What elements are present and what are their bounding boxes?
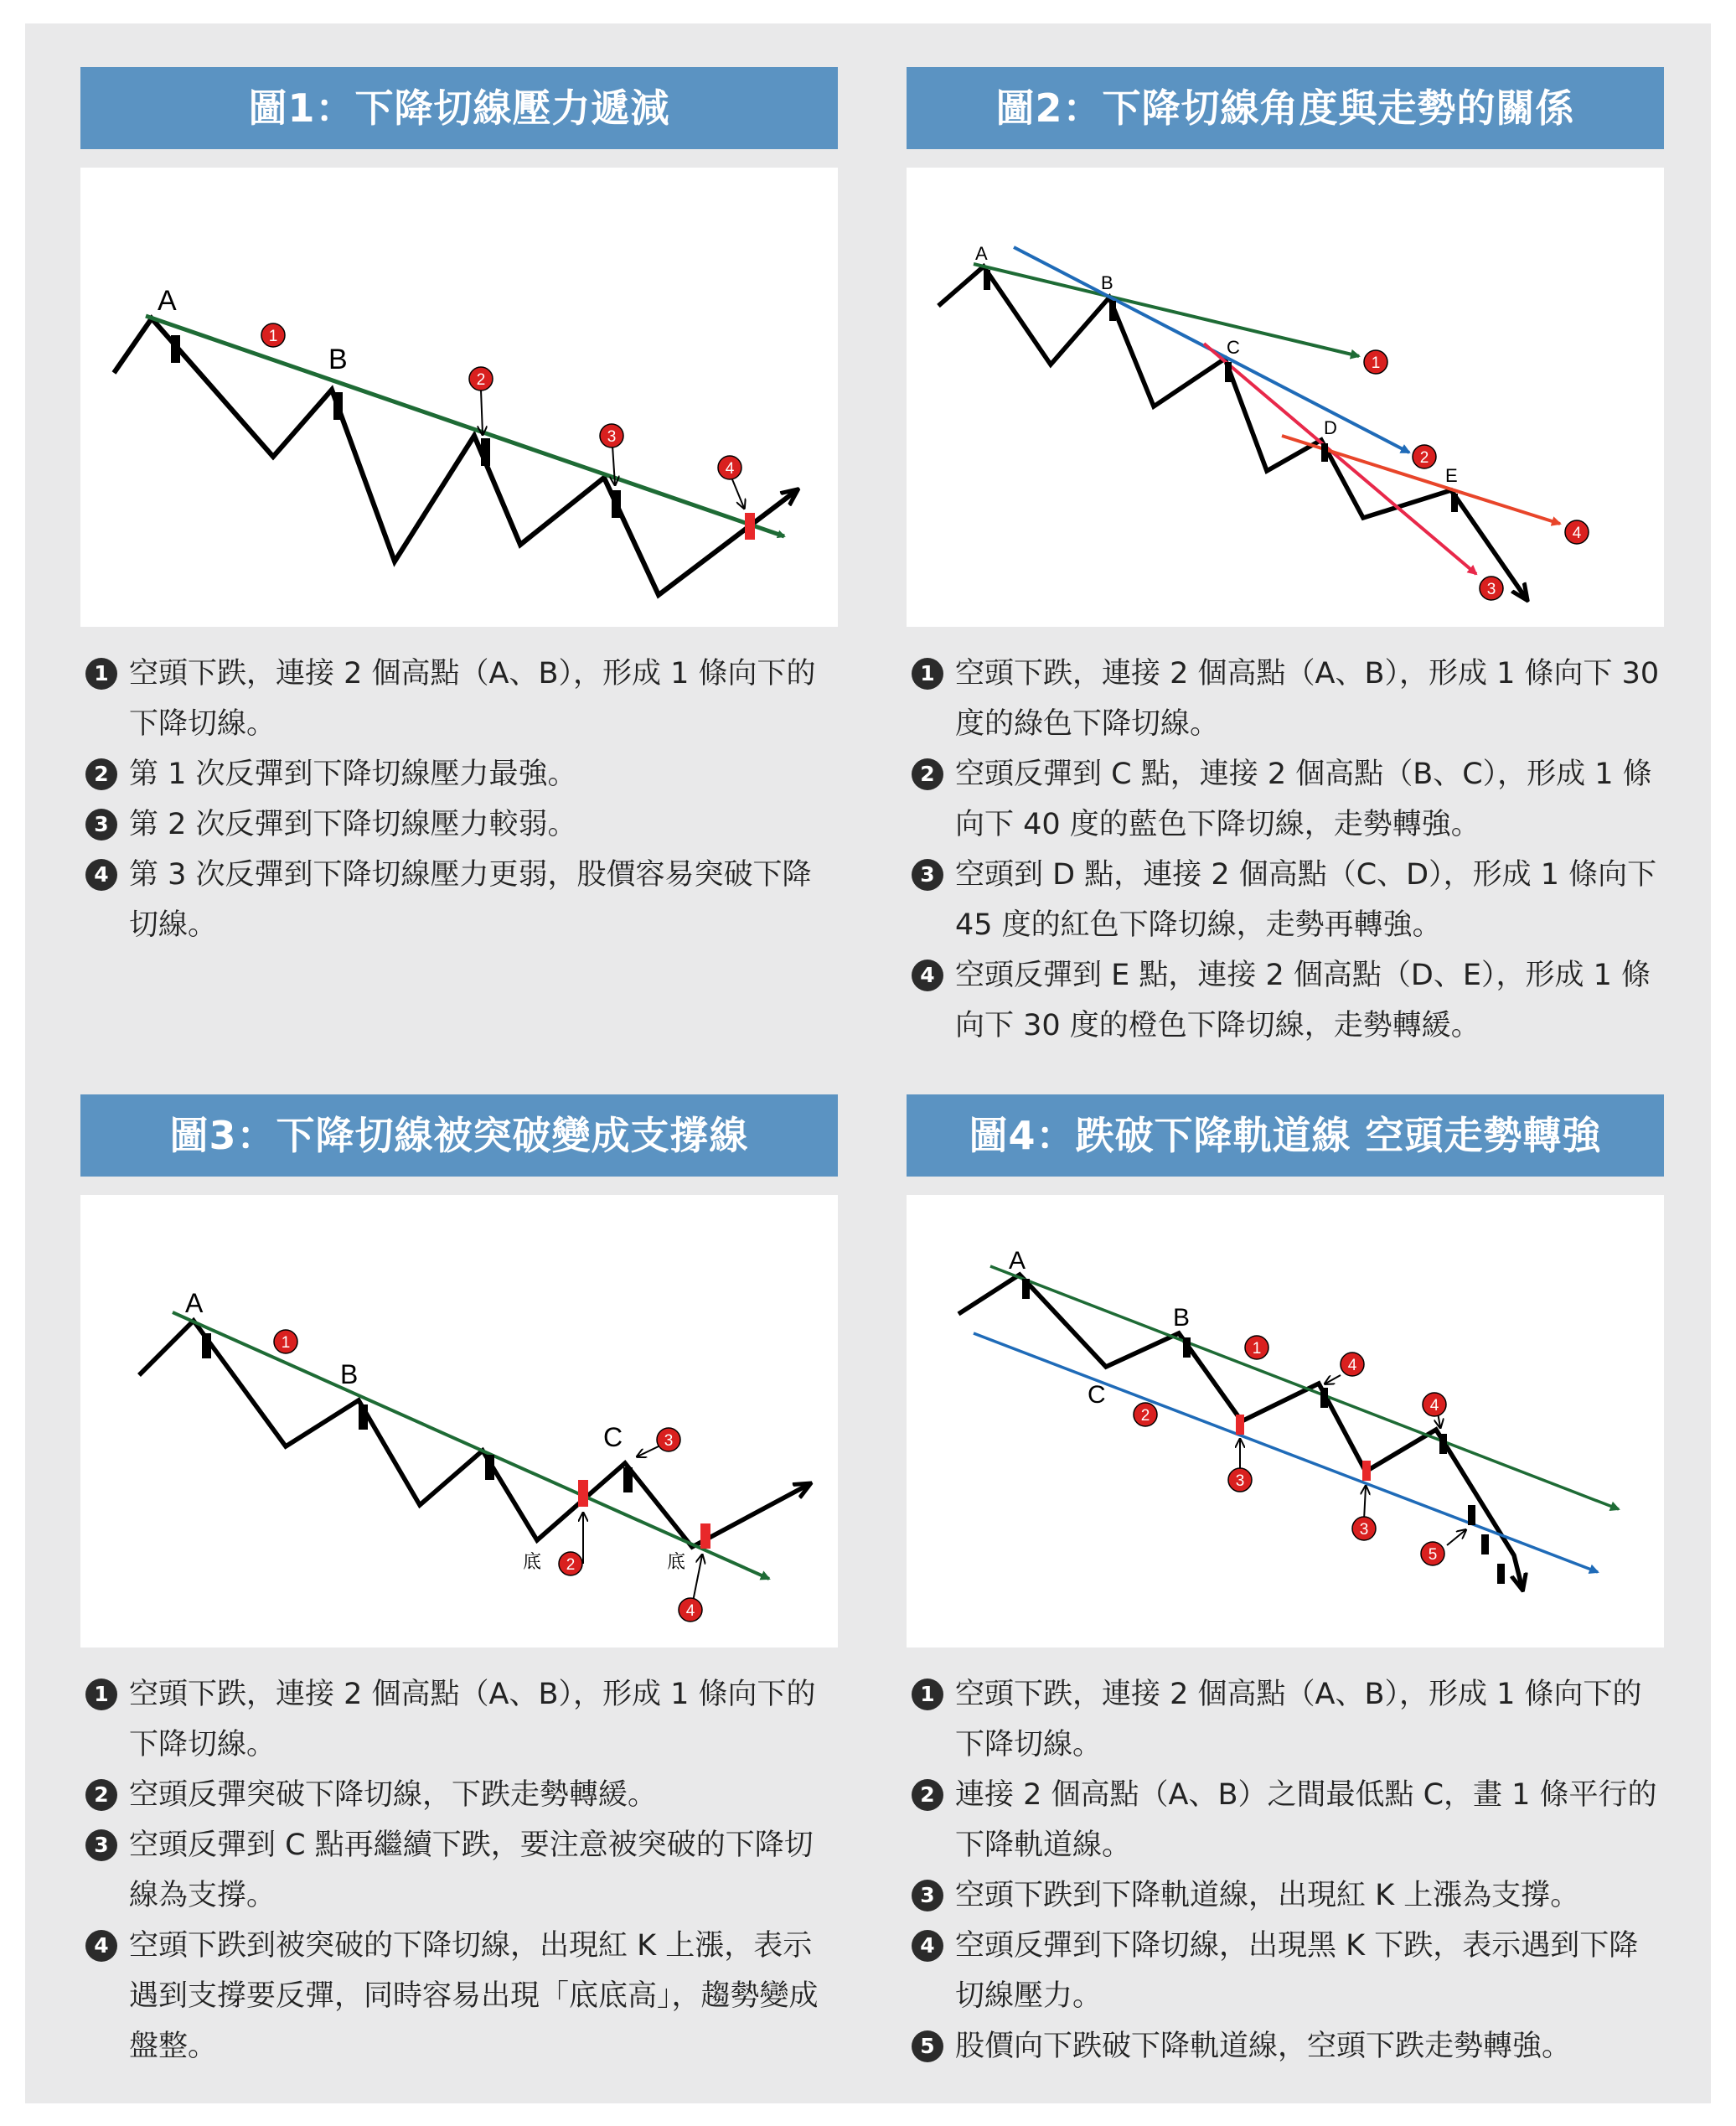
marker-5 xyxy=(1421,1542,1444,1565)
price-path xyxy=(114,318,797,595)
svg-text:2: 2 xyxy=(1140,1407,1150,1425)
svg-text:1: 1 xyxy=(1371,354,1381,372)
diagram-figure-2 xyxy=(907,168,1664,627)
marker-1 xyxy=(1364,350,1387,374)
black-candle xyxy=(623,1467,633,1492)
marker-3 xyxy=(1228,1468,1252,1492)
marker-4 xyxy=(679,1598,702,1622)
note-text: 空頭反彈突破下降切線，下跌走勢轉緩。 xyxy=(129,1778,658,1812)
note-number-icon: 2 xyxy=(85,1779,117,1811)
note-number-icon: 4 xyxy=(85,859,117,891)
diagram-figure-1 xyxy=(80,168,838,627)
label-A: A xyxy=(1009,1247,1026,1275)
pointer-arrow xyxy=(1364,1487,1366,1520)
note-item xyxy=(907,2021,1664,2072)
label-B: B xyxy=(328,344,348,375)
svg-text:2: 2 xyxy=(566,1556,576,1574)
marker-1 xyxy=(274,1330,297,1353)
marker-2 xyxy=(1413,445,1436,468)
note-item xyxy=(80,1820,838,1921)
pointer-arrow xyxy=(638,1446,659,1456)
note-number-icon: 3 xyxy=(912,859,943,891)
svg-text:3: 3 xyxy=(607,428,617,446)
black-candle xyxy=(1439,1434,1447,1454)
note-number-icon: 1 xyxy=(85,658,117,690)
note-item xyxy=(907,749,1664,850)
red-candle xyxy=(578,1480,588,1507)
note-number-icon: 4 xyxy=(912,960,943,991)
note-item xyxy=(80,799,838,850)
price-path xyxy=(938,266,1527,599)
diagram-figure-4 xyxy=(907,1195,1664,1648)
black-candle xyxy=(1468,1505,1475,1525)
note-number-icon: 1 xyxy=(85,1679,117,1710)
black-candle xyxy=(333,392,343,420)
note-number-icon: 1 xyxy=(912,658,943,690)
black-candle xyxy=(1481,1534,1489,1554)
diagram-svg xyxy=(80,1195,838,1648)
label-C: C xyxy=(1088,1381,1106,1409)
svg-text:3: 3 xyxy=(1486,581,1496,598)
marker-1 xyxy=(261,323,285,347)
pointer-arrow xyxy=(1447,1530,1465,1545)
black-candle xyxy=(1225,362,1232,382)
red-candle xyxy=(745,513,755,540)
note-number-icon: 1 xyxy=(912,1679,943,1710)
note-text: 空頭下跌，連接 2 個高點（A、B），形成 1 條向下的下降切線。 xyxy=(955,1678,1642,1761)
price-path xyxy=(139,1321,809,1547)
black-candle xyxy=(1321,443,1328,462)
black-candle xyxy=(1022,1279,1030,1299)
note-text: 空頭反彈到 C 點，連接 2 個高點（B、C），形成 1 條向下 40 度的藍色下降切線，走勢轉強。 xyxy=(955,758,1652,841)
red-candle xyxy=(700,1523,710,1549)
note-item xyxy=(907,850,1664,950)
note-number-icon: 5 xyxy=(912,2030,943,2062)
note-item xyxy=(907,1870,1664,1921)
black-candle xyxy=(481,438,490,466)
note-number-icon: 2 xyxy=(912,1779,943,1811)
note-number-icon: 2 xyxy=(912,758,943,790)
pointer-arrow xyxy=(481,390,483,434)
marker-3 xyxy=(1352,1517,1376,1540)
black-candle xyxy=(1451,494,1458,512)
label-C: C xyxy=(603,1422,623,1452)
note-number-icon: 2 xyxy=(85,758,117,790)
marker-3 xyxy=(657,1428,680,1451)
panel-figure-3 xyxy=(80,1094,838,2072)
note-item xyxy=(80,1669,838,1770)
diagram-svg xyxy=(907,168,1664,627)
marker-4 xyxy=(1423,1393,1446,1416)
note-item xyxy=(907,950,1664,1051)
notes-list xyxy=(907,649,1664,1051)
note-item xyxy=(80,850,838,950)
downtrend-line xyxy=(146,316,784,536)
svg-text:3: 3 xyxy=(1235,1472,1245,1490)
panel-figure-2 xyxy=(907,67,1664,1051)
marker-3 xyxy=(600,424,623,447)
note-number-icon: 4 xyxy=(912,1930,943,1962)
note-text: 空頭反彈到 C 點再繼續下跌，要注意被突破的下降切線為支撐。 xyxy=(129,1829,814,1912)
svg-text:2: 2 xyxy=(1419,449,1429,467)
svg-text:1: 1 xyxy=(1252,1340,1262,1358)
note-item xyxy=(907,1921,1664,2021)
panel-figure-4 xyxy=(907,1094,1664,2072)
marker-2 xyxy=(1134,1403,1157,1426)
black-candle xyxy=(1320,1388,1328,1408)
marker-4 xyxy=(718,456,741,479)
note-item xyxy=(907,1669,1664,1770)
green-downtrend-line xyxy=(974,264,1359,356)
svg-text:4: 4 xyxy=(1572,525,1582,542)
label-A: A xyxy=(158,285,177,317)
svg-text:2: 2 xyxy=(476,371,486,389)
marker-1 xyxy=(1245,1336,1268,1359)
note-text: 股價向下跌破下降軌道線，空頭下跌走勢轉強。 xyxy=(955,2030,1572,2063)
svg-text:5: 5 xyxy=(1428,1546,1438,1564)
downtrend-line xyxy=(990,1266,1619,1509)
black-candle xyxy=(171,335,180,363)
marker-4 xyxy=(1341,1353,1364,1376)
label-A: A xyxy=(185,1288,204,1318)
label-B: B xyxy=(340,1359,359,1389)
label-A: A xyxy=(975,243,988,264)
notes-list xyxy=(80,649,838,950)
notes-list xyxy=(80,1669,838,2072)
marker-4 xyxy=(1565,520,1589,544)
label-C: C xyxy=(1227,337,1240,358)
note-text: 連接 2 個高點（A、B）之間最低點 C，畫 1 條平行的下降軌道線。 xyxy=(955,1778,1657,1862)
svg-text:4: 4 xyxy=(1347,1357,1357,1374)
diagram-svg xyxy=(907,1195,1664,1648)
note-number-icon: 3 xyxy=(912,1880,943,1911)
note-text: 空頭下跌，連接 2 個高點（A、B），形成 1 條向下的下降切線。 xyxy=(129,657,816,741)
pointer-arrow xyxy=(732,479,744,508)
note-text: 第 2 次反彈到下降切線壓力較弱。 xyxy=(129,808,577,841)
marker-2 xyxy=(469,367,493,391)
diagram-svg xyxy=(80,168,838,627)
label-bottom: 底 xyxy=(523,1551,542,1572)
panel-title: 圖3：下降切線被突破變成支撐線 xyxy=(80,1094,838,1177)
panel-figure-1 xyxy=(80,67,838,950)
notes-list xyxy=(907,1669,1664,2072)
svg-text:4: 4 xyxy=(725,460,735,478)
note-text: 空頭下跌到下降軌道線，出現紅 K 上漲為支撐。 xyxy=(955,1879,1580,1912)
note-item xyxy=(80,749,838,799)
note-item xyxy=(907,649,1664,749)
note-item xyxy=(80,649,838,749)
label-E: E xyxy=(1445,465,1458,486)
marker-3 xyxy=(1480,577,1503,600)
note-text: 空頭反彈到下降切線，出現黑 K 下跌，表示遇到下降切線壓力。 xyxy=(955,1929,1639,2013)
note-number-icon: 4 xyxy=(85,1930,117,1962)
note-number-icon: 3 xyxy=(85,809,117,841)
note-text: 空頭到 D 點，連接 2 個高點（C、D），形成 1 條向下 45 度的紅色下降切線，走勢再轉強。 xyxy=(955,858,1657,942)
black-candle xyxy=(1183,1337,1191,1358)
black-candle xyxy=(984,270,990,290)
panel-title: 圖2：下降切線角度與走勢的關係 xyxy=(907,67,1664,149)
black-candle xyxy=(202,1333,211,1358)
red-candle xyxy=(1236,1415,1244,1435)
svg-text:4: 4 xyxy=(685,1602,695,1620)
svg-text:1: 1 xyxy=(268,328,278,345)
note-text: 第 1 次反彈到下降切線壓力最強。 xyxy=(129,758,577,791)
label-D: D xyxy=(1324,417,1337,438)
panel-title: 圖1：下降切線壓力遞減 xyxy=(80,67,838,149)
svg-text:4: 4 xyxy=(1429,1397,1439,1415)
note-text: 空頭下跌，連接 2 個高點（A、B），形成 1 條向下的下降切線。 xyxy=(129,1678,816,1761)
note-item xyxy=(907,1770,1664,1870)
diagram-figure-3 xyxy=(80,1195,838,1648)
svg-text:3: 3 xyxy=(664,1432,674,1450)
note-text: 空頭反彈到 E 點，連接 2 個高點（D、E），形成 1 條向下 30 度的橙色下降切線，走勢轉緩。 xyxy=(955,959,1651,1042)
note-text: 空頭下跌，連接 2 個高點（A、B），形成 1 條向下 30 度的綠色下降切線。 xyxy=(955,657,1660,741)
black-candle xyxy=(1497,1564,1505,1584)
label-B: B xyxy=(1173,1304,1191,1332)
black-candle xyxy=(485,1455,494,1480)
marker-2 xyxy=(559,1552,582,1575)
svg-text:3: 3 xyxy=(1359,1521,1369,1539)
svg-text:1: 1 xyxy=(281,1334,291,1352)
black-candle xyxy=(1109,301,1116,321)
note-item xyxy=(80,1770,838,1820)
note-number-icon: 3 xyxy=(85,1829,117,1861)
label-B: B xyxy=(1101,272,1113,293)
downtrend-line xyxy=(173,1312,769,1579)
downtrend-channel-line xyxy=(974,1333,1598,1572)
black-candle xyxy=(612,490,621,518)
note-item xyxy=(80,1921,838,2072)
panel-title: 圖4：跌破下降軌道線 空頭走勢轉強 xyxy=(907,1094,1664,1177)
pointer-arrow xyxy=(1325,1375,1341,1384)
note-text: 空頭下跌到被突破的下降切線，出現紅 K 上漲，表示遇到支撐要反彈，同時容易出現「底底高」，趨勢變成盤整。 xyxy=(129,1929,819,2063)
black-candle xyxy=(359,1404,368,1430)
label-bottom: 底 xyxy=(667,1551,686,1572)
note-text: 第 3 次反彈到下降切線壓力更弱，股價容易突破下降切線。 xyxy=(129,858,812,942)
red-candle xyxy=(1362,1461,1371,1481)
